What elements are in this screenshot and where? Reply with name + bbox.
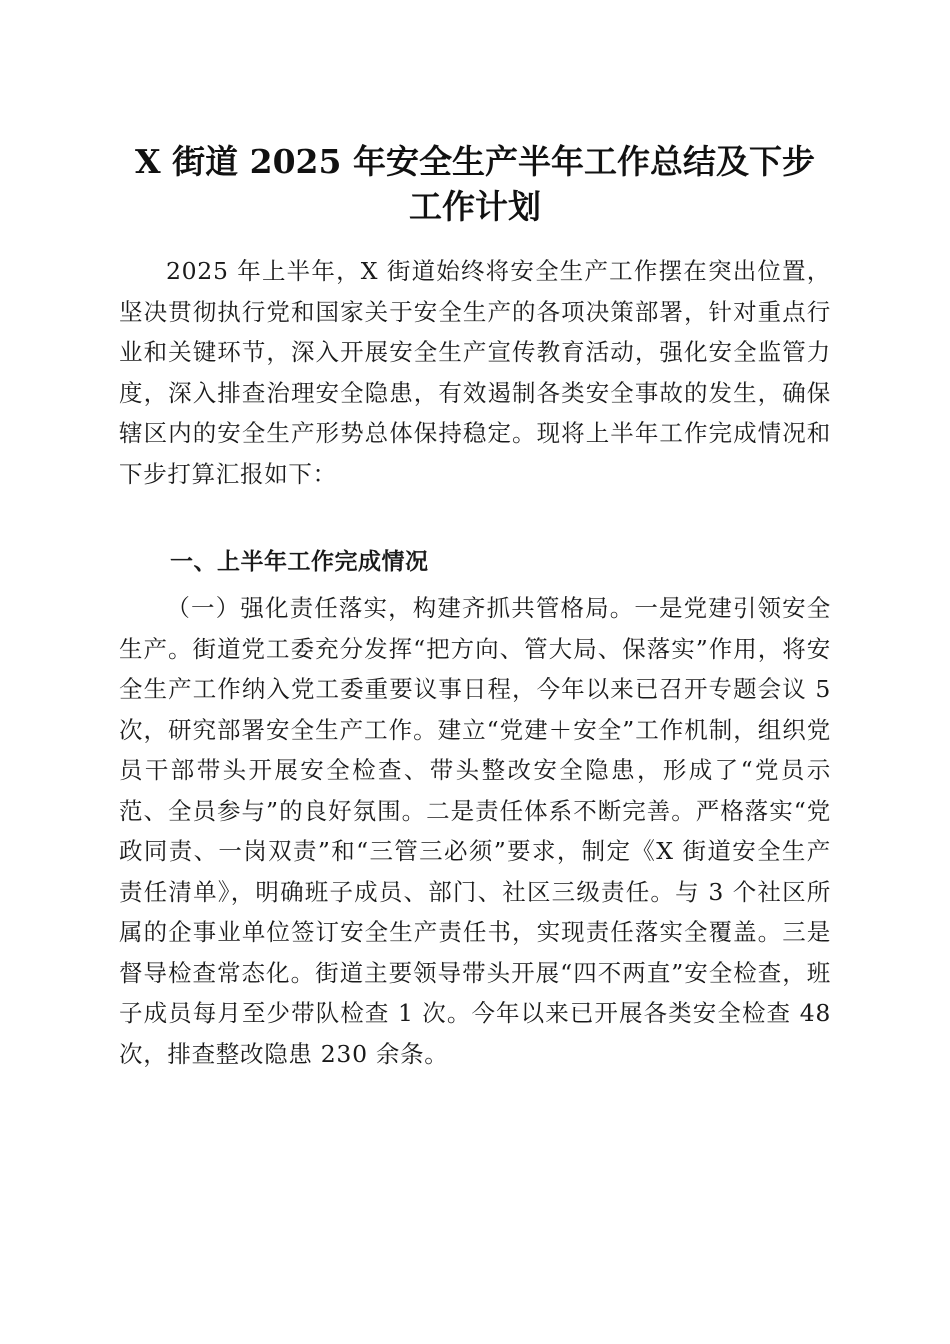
section-heading-1: 一、上半年工作完成情况 — [170, 549, 429, 575]
section-1-paragraph-1-text: （一）强化责任落实，构建齐抓共管格局。一是党建引领安全生产。街道党工委充分发挥“把方向、管大局、保落实”作用，将安全生产工作纳入党工委重要议事日程，今年以来已召开专题会议 5 次，研究部署安全生产工作。建立“党建＋安全”工作机制，组织党员干部带头开展安全检查、带头整改安全隐患，形成了“党员示范、全员参与”的良好氛围。二是责任体系不断完善。严格落实“党政同责、一岗双责”和“三管三必须”要求，制定《X 街道安全生产责任清单》，明确班子成员、部门、社区三级责任。与 3 个社区所属的企事业单位签订安全生产责任书，实现责任落实全覆盖。三是督导检查常态化。街道主要领导带头开展“四不两直”安全检查，班子成员每月至少带队检查 1 次。今年以来已开展各类安全检查 48 次，排查整改隐患 230 余条。 — [119, 594, 831, 1068]
document-title-line-1: X 街道 2025 年安全生产半年工作总结及下步 — [135, 142, 815, 181]
intro-paragraph-text: 2025 年上半年，X 街道始终将安全生产工作摆在突出位置，坚决贯彻执行党和国家关于安全生产的各项决策部署，针对重点行业和关键环节，深入开展安全生产宣传教育活动，强化安全监管力度，深入排查治理安全隐患，有效遏制各类安全事故的发生，确保辖区内的安全生产形势总体保持稳定。现将上半年工作完成情况和下步打算汇报如下： — [119, 257, 831, 488]
section-1-paragraph-1 — [119, 588, 831, 1074]
document-title-line-2: 工作计划 — [409, 187, 541, 226]
intro-paragraph — [119, 251, 831, 494]
